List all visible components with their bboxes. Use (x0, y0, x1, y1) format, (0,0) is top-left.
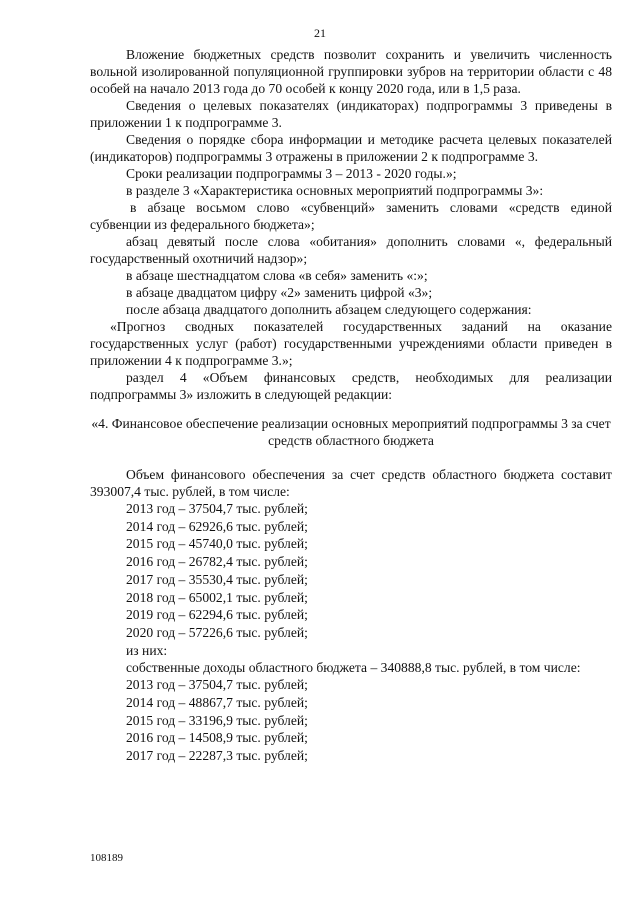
paragraph-amendment-8: в абзаце восьмом слово «субвенций» заменить словами «средств единой субвенции из федерального бюджета»; (90, 200, 612, 232)
paragraph-amendment-9: абзац девятый после слова «обитания» дополнить словами «, федеральный государственный охотничий надзор»; (90, 234, 612, 266)
page-number: 21 (314, 26, 326, 40)
totals-by-year-list (90, 500, 612, 659)
paragraph-section4: раздел 4 «Объем финансовых средств, необходимых для реализации подпрограммы 3» изложить в следующей редакции: (90, 370, 612, 402)
list-item: 2014 год – 48867,7 тыс. рублей; (126, 695, 308, 711)
paragraph-timeline: Сроки реализации подпрограммы 3 – 2013 - 2020 годы.»; (126, 166, 457, 181)
list-item: 2013 год – 37504,7 тыс. рублей; (126, 677, 308, 693)
list-item: 2017 год – 22287,3 тыс. рублей; (126, 748, 308, 764)
section-heading: «4. Финансовое обеспечение реализации основных мероприятий подпрограммы 3 за счет средств областного бюджета (91, 416, 611, 448)
footer-code: 108189 (90, 852, 123, 864)
paragraph-bison-investment: Вложение бюджетных средств позволит сохранить и увеличить численность вольной изолированной популяционной группировки зубров на территории области с 48 особей на начало 2013 года до 70 особей к концу 2020 года, или в 1,5 раза. (90, 47, 612, 96)
list-item: 2015 год – 33196,9 тыс. рублей; (126, 712, 308, 728)
of-them-label: из них: (126, 642, 168, 658)
paragraph-amendment-20: в абзаце двадцатом цифру «2» заменить цифрой «3»; (126, 285, 433, 300)
list-item: 2014 год – 62926,6 тыс. рублей; (126, 518, 308, 534)
paragraph-add-after-20: после абзаца двадцатого дополнить абзацем следующего содержания: (126, 302, 532, 317)
list-item: 2016 год – 14508,9 тыс. рублей; (126, 730, 308, 746)
paragraph-quoted-forecast: «Прогноз сводных показателей государственных заданий на оказание государственных услуг (работ) государственными учреждениями области приведен в приложении 4 к подпрограмме 3.»; (90, 319, 612, 368)
list-item: 2016 год – 26782,4 тыс. рублей; (126, 554, 308, 570)
paragraph-amendment-16: в абзаце шестнадцатом слова «в себя» заменить «:»; (126, 268, 428, 283)
own-revenue-intro: собственные доходы областного бюджета – 340888,8 тыс. рублей, в том числе: (126, 660, 581, 676)
list-item: 2018 год – 65002,1 тыс. рублей; (126, 589, 308, 605)
paragraph-section3: в разделе 3 «Характеристика основных мероприятий подпрограммы 3»: (126, 183, 544, 198)
list-item: 2015 год – 45740,0 тыс. рублей; (126, 536, 308, 552)
list-item: 2019 год – 62294,6 тыс. рублей; (126, 607, 308, 623)
own-revenue-by-year-list (90, 676, 612, 765)
list-item: 2017 год – 35530,4 тыс. рублей; (126, 571, 308, 587)
financing-intro: Объем финансового обеспечения за счет средств областного бюджета составит 393007,4 тыс. рублей, в том числе: (90, 467, 612, 499)
paragraph-target-indicators: Сведения о целевых показателях (индикаторах) подпрограммы 3 приведены в приложении 1 к подпрограмме 3. (90, 98, 612, 130)
list-item: 2020 год – 57226,6 тыс. рублей; (126, 624, 308, 640)
paragraph-methodology: Сведения о порядке сбора информации и методике расчета целевых показателей (индикаторов) подпрограммы 3 отражены в приложении 2 к подпрограмме 3. (90, 132, 612, 164)
list-item: 2013 год – 37504,7 тыс. рублей; (126, 501, 308, 516)
document-body (90, 46, 612, 765)
